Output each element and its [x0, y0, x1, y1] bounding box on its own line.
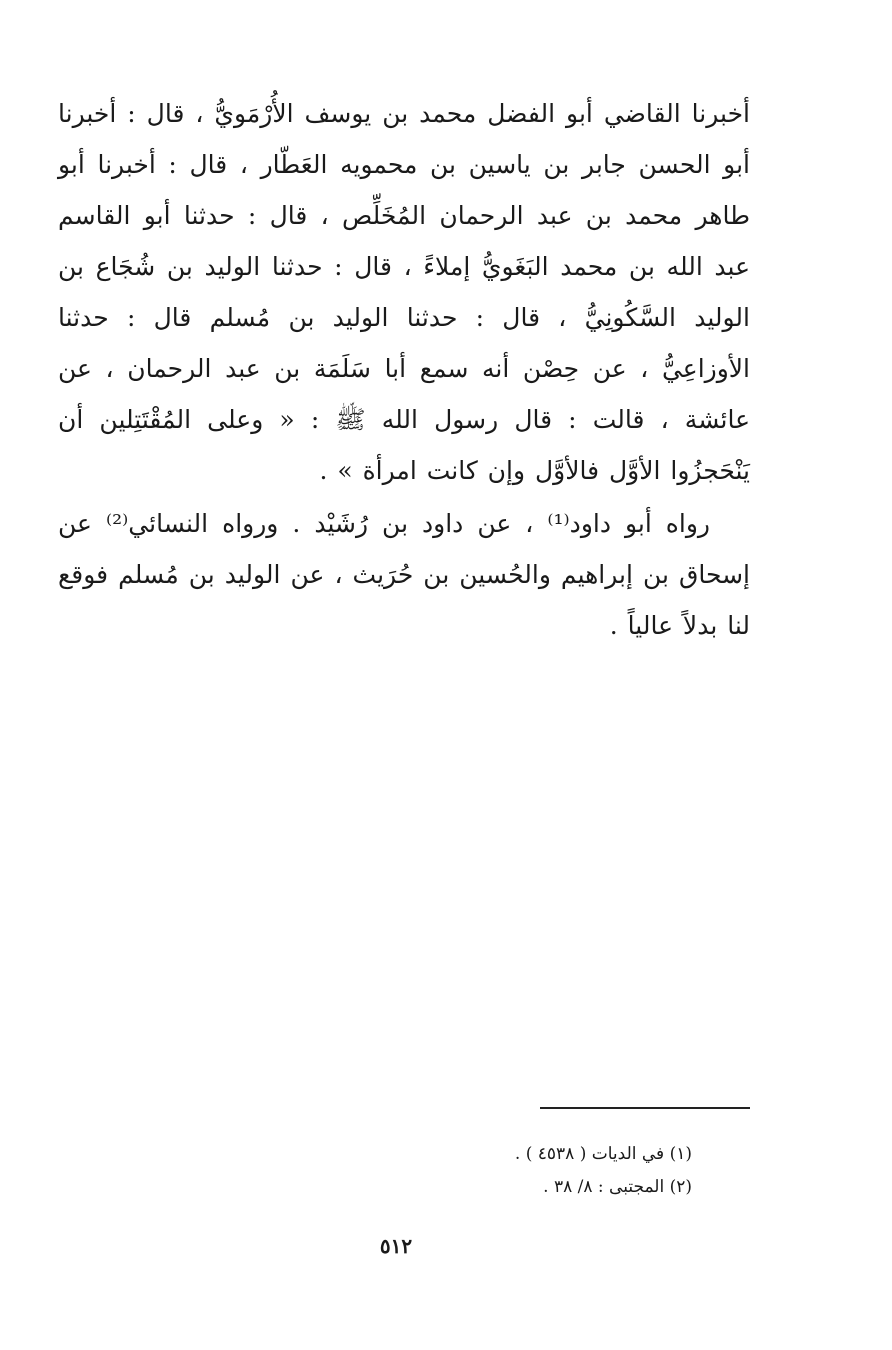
body-paragraph-isnad: أخبرنا القاضي أبو الفضل محمد بن يوسف الأُرْمَويُّ ، قال : أخبرنا أبو الحسن جابر بن ياسين بن محمويه العَطّار ، قال : أخبرنا أبو طاهر محمد بن عبد الرحمان المُخَلِّص ، قال : حدثنا أبو القاسم عبد الله بن محمد البَغَويُّ إملاءً ، قال : حدثنا الوليد بن شُجَاع بن الوليد السَّكُونِيُّ ، قال : حدثنا الوليد بن مُسلم قال : حدثنا الأوزاعِيُّ ، عن حِصْن أنه سمع أبا سَلَمَة بن عبد الرحمان ، عن عائشة ، قالت : قال رسول الله ﷺ : « وعلى المُقْتَتِلين أن يَنْحَجزُوا الأوَّل فالأوَّل وإن كانت امرأة » .	[58, 99, 750, 485]
footnote-1: (١) في الديات ( ٤٥٣٨ ) .	[514, 1144, 692, 1164]
page-number: ٥١٢	[379, 1234, 413, 1258]
footnotes-list	[300, 1138, 692, 1204]
footnote-separator	[540, 1107, 750, 1109]
footnote-2: (٢) المجتبى : ٨/ ٣٨ .	[543, 1177, 692, 1197]
body-paragraph-takhrij: رواه أبو داود⁽¹⁾ ، عن داود بن رُشَيْد . ورواه النسائي⁽²⁾ عن إسحاق بن إبراهيم والحُسين بن حُرَيث ، عن الوليد بن مُسلم فوقع لنا بدلاً عالياً .	[58, 509, 750, 640]
